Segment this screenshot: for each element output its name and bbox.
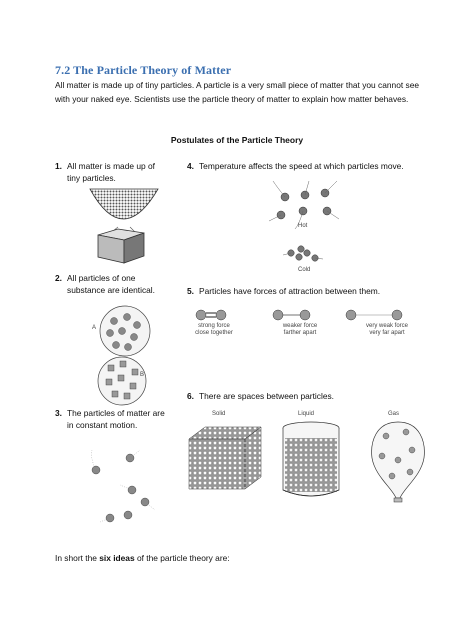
postulate-text: There are spaces between particles. [199, 391, 335, 401]
strong-force-label: strong force close together [195, 323, 233, 336]
gas-illustration [368, 420, 428, 504]
postulate-number: 6. [187, 391, 194, 401]
label-b: B [140, 372, 145, 378]
postulate-number: 1. [55, 161, 62, 171]
postulate-5 [187, 286, 427, 298]
liquid-label: Liquid [298, 411, 315, 417]
summary-after: of the particle theory are: [134, 553, 230, 563]
postulate-number: 4. [187, 161, 194, 171]
postulate-text: Temperature affects the speed at which particles move. [199, 161, 404, 171]
postulates-heading: Postulates of the Particle Theory [170, 135, 304, 145]
postulate-6 [187, 391, 427, 403]
gas-label: Gas [388, 411, 400, 417]
solid-illustration [185, 423, 265, 493]
solid-label: Solid [212, 411, 226, 417]
postulate-text: All matter is made up of tiny particles. [67, 161, 155, 183]
postulate-1 [55, 161, 170, 184]
postulate-number: 5. [187, 286, 194, 296]
postulate-number: 2. [55, 273, 62, 283]
constant-motion-illustration [80, 440, 170, 530]
weaker-force-label: weaker force farther apart [282, 323, 318, 336]
postulate-text: All particles of one substance are identical. [67, 273, 155, 295]
label-a: A [92, 325, 97, 331]
attraction-forces-illustration [193, 308, 403, 322]
very-weak-force-label: very weak force very far apart [365, 323, 408, 336]
liquid-illustration [281, 420, 341, 498]
cold-label: Cold [298, 267, 311, 273]
intro-paragraph: All matter is made up of tiny particles. A particle is a very small piece of matter that you cannot see with your naked eye. Scientists use the particle theory of matter to explain how matter behaves. [55, 80, 420, 104]
postulate-4 [187, 161, 427, 173]
summary-before: In short the [55, 553, 100, 563]
postulate-2 [55, 273, 173, 296]
postulate-3 [55, 408, 173, 431]
postulate-text: Particles have forces of attraction between them. [199, 286, 381, 296]
postulate-text: The particles of matter are in constant motion. [67, 408, 165, 430]
page-title: 7.2 The Particle Theory of Matter [55, 63, 232, 77]
identical-particles-illustration [92, 303, 162, 408]
hot-label: Hot [298, 223, 308, 229]
magnified-cube-illustration [88, 187, 168, 267]
summary-line [55, 553, 230, 563]
postulate-number: 3. [55, 408, 62, 418]
summary-bold: six ideas [99, 553, 135, 563]
